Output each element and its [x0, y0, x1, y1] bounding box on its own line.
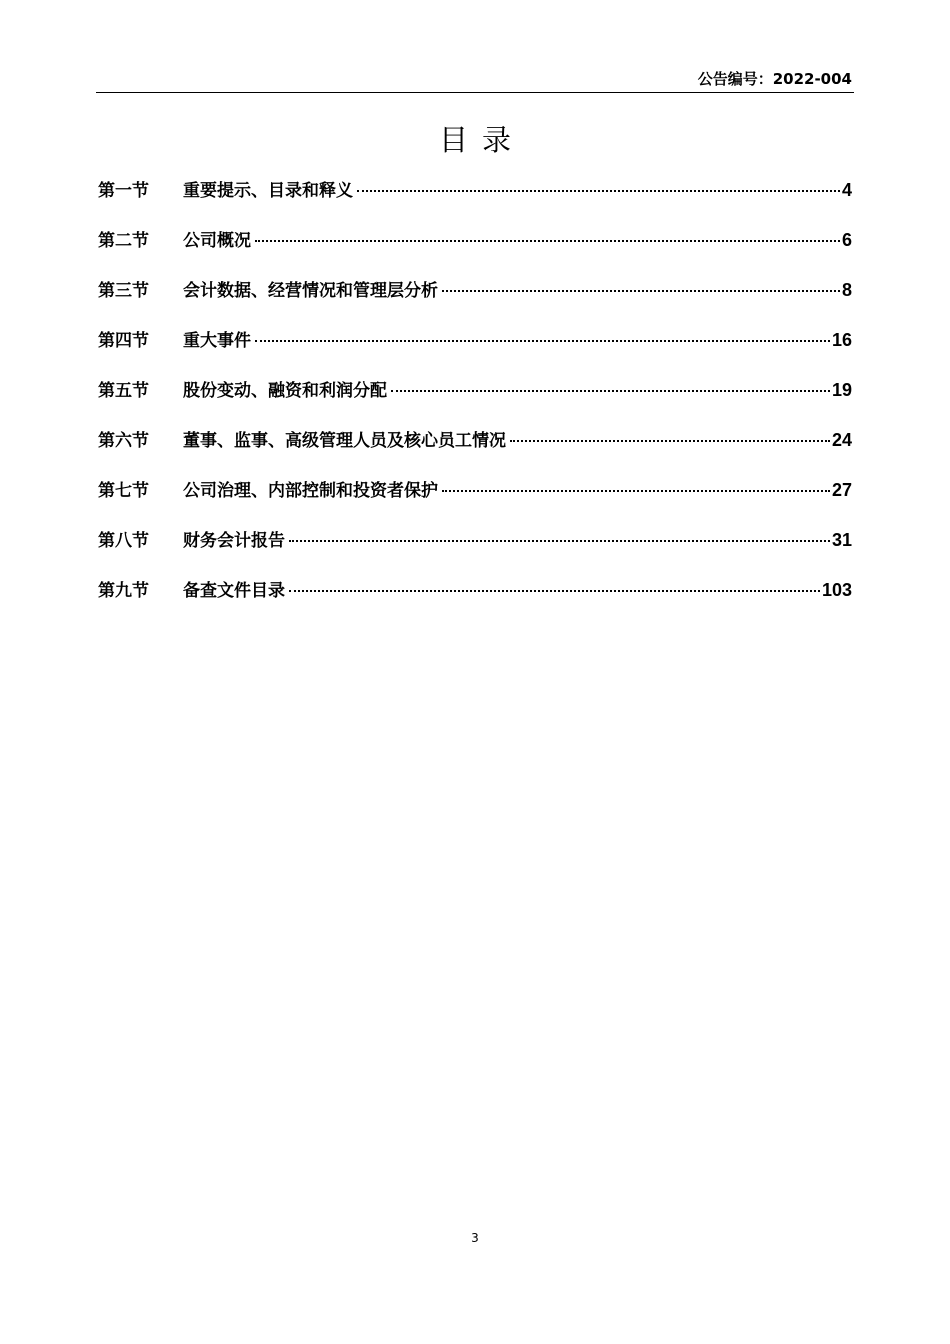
toc-page-number: 6 — [841, 230, 852, 250]
toc-section-title: 重大事件 — [183, 331, 251, 351]
toc-item-8[interactable] — [98, 526, 852, 576]
dot-leader — [510, 440, 830, 442]
page-header — [96, 66, 854, 93]
toc-section-title: 会计数据、经营情况和管理层分析 — [183, 281, 438, 301]
toc-section-title: 公司概况 — [183, 231, 251, 251]
toc-item-4[interactable] — [98, 326, 852, 376]
toc-item-6[interactable] — [98, 426, 852, 476]
toc-item-3[interactable] — [98, 276, 852, 326]
toc-section-title: 公司治理、内部控制和投资者保护 — [183, 481, 438, 501]
toc-section-title: 备查文件目录 — [183, 581, 285, 601]
toc-section-label: 第五节 — [98, 381, 149, 401]
announcement-number: 公告编号：2022-004 — [697, 70, 852, 88]
dot-leader — [255, 340, 830, 342]
dot-leader — [357, 190, 840, 192]
toc-item-7[interactable] — [98, 476, 852, 526]
toc-section-label: 第四节 — [98, 331, 149, 351]
dot-leader — [391, 390, 830, 392]
toc-section-label: 第一节 — [98, 181, 149, 201]
toc-section-title: 财务会计报告 — [183, 531, 285, 551]
toc-page-number: 8 — [841, 280, 852, 300]
toc-item-1[interactable] — [98, 176, 852, 226]
toc-section-label: 第八节 — [98, 531, 149, 551]
toc-page-number: 16 — [831, 330, 852, 350]
page-number: 3 — [471, 1231, 479, 1245]
dot-leader — [255, 240, 840, 242]
toc-page-number: 24 — [831, 430, 852, 450]
toc-section-label: 第九节 — [98, 581, 149, 601]
toc-item-9[interactable] — [98, 576, 852, 626]
toc-section-label: 第七节 — [98, 481, 149, 501]
toc-item-5[interactable] — [98, 376, 852, 426]
toc-page-number: 31 — [831, 530, 852, 550]
toc-section-label: 第二节 — [98, 231, 149, 251]
toc-item-2[interactable] — [98, 226, 852, 276]
dot-leader — [289, 540, 830, 542]
dot-leader — [289, 590, 820, 592]
toc-section-title: 董事、监事、高级管理人员及核心员工情况 — [183, 431, 506, 451]
table-of-contents — [98, 176, 852, 626]
toc-section-label: 第三节 — [98, 281, 149, 301]
dot-leader — [442, 290, 840, 292]
toc-section-label: 第六节 — [98, 431, 149, 451]
toc-page-number: 19 — [831, 380, 852, 400]
toc-page-number: 4 — [841, 180, 852, 200]
toc-title: 目录 — [438, 123, 525, 157]
toc-section-title: 重要提示、目录和释义 — [183, 181, 353, 201]
toc-page-number: 27 — [831, 480, 852, 500]
dot-leader — [442, 490, 830, 492]
toc-page-number: 103 — [821, 580, 852, 600]
toc-section-title: 股份变动、融资和利润分配 — [183, 381, 387, 401]
